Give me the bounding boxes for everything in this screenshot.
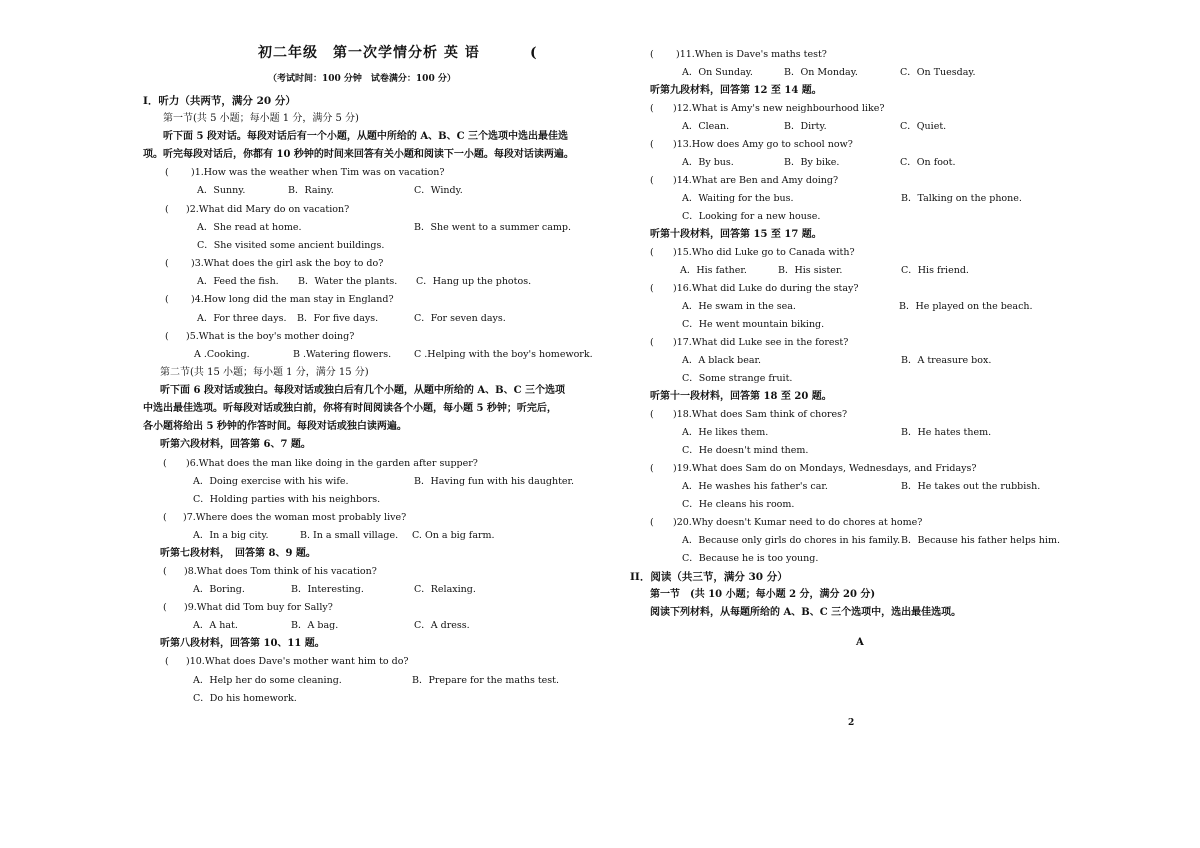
q16-option-a: A．He swam in the sea. xyxy=(682,301,796,312)
paren: ( xyxy=(650,247,654,258)
question-3: )3.What does the girl ask the boy to do? xyxy=(191,258,384,269)
q18-option-b: B．He hates them. xyxy=(901,427,992,438)
q16-option-b: B．He played on the beach. xyxy=(899,301,1033,312)
question-12: )12.What is Amy's new neighbourhood like? xyxy=(673,103,885,114)
question-1: )1.How was the weather when Tim was on vacation? xyxy=(191,167,445,178)
reading-instruction: 阅读下列材料，从每题所给的 A、B、C 三个选项中，选出最佳选项。 xyxy=(650,607,962,618)
paren: ( xyxy=(165,167,169,178)
part1-instruction: 项。听完每段对话后，你都有 10 秒钟的时间来回答有关小题和阅读下一小题。每段对话读两遍。 xyxy=(143,149,574,160)
question-14: )14.What are Ben and Amy doing? xyxy=(673,175,839,186)
q20-option-c: C．Because he is too young. xyxy=(682,553,819,564)
q9-option-a: A．A hat. xyxy=(193,620,238,631)
title-paren: ( xyxy=(530,45,538,61)
q19-option-b: B．He takes out the rubbish. xyxy=(901,481,1041,492)
q15-option-a: A．His father. xyxy=(680,265,747,276)
q16-option-c: C．He went mountain biking. xyxy=(682,319,825,330)
q15-option-c: C．His friend. xyxy=(901,265,969,276)
q19-option-a: A．He washes his father's car. xyxy=(682,481,828,492)
q10-option-a: A．Help her do some cleaning. xyxy=(193,675,342,686)
question-17: )17.What did Luke see in the forest? xyxy=(673,337,849,348)
page-number: 2 xyxy=(848,718,855,728)
section-reading-heading: II．阅读（共三节，满分 30 分） xyxy=(630,571,788,583)
paren: ( xyxy=(650,337,654,348)
q2-option-c: C．She visited some ancient buildings. xyxy=(197,240,385,251)
material-heading: 听第六段材料，回答第 6、7 题。 xyxy=(160,439,311,450)
q9-option-b: B．A bag. xyxy=(291,620,339,631)
paren: ( xyxy=(165,204,169,215)
paren: ( xyxy=(163,566,167,577)
q8-option-c: C．Relaxing. xyxy=(414,584,476,595)
part2-instruction: 听下面 6 段对话或独白。每段对话或独白后有几个小题，从题中所给的 A、B、C 三个选项 xyxy=(160,385,566,396)
q1-option-a: A．Sunny. xyxy=(197,185,246,196)
material-heading: 听第七段材料， 回答第 8、9 题。 xyxy=(160,548,316,559)
q13-option-c: C．On foot. xyxy=(900,157,956,168)
part2-instruction: 各小题将给出 5 秒钟的作答时间。每段对话或独白读两遍。 xyxy=(143,421,407,432)
q18-option-a: A．He likes them. xyxy=(682,427,769,438)
q2-option-a: A．She read at home. xyxy=(197,222,302,233)
q6-option-b: B．Having fun with his daughter. xyxy=(414,476,575,487)
question-2: )2.What did Mary do on vacation? xyxy=(186,204,350,215)
q19-option-c: C．He cleans his room. xyxy=(682,499,795,510)
paren: ( xyxy=(163,602,167,613)
paren: ( xyxy=(163,512,167,523)
q18-option-c: C．He doesn't mind them. xyxy=(682,445,809,456)
material-heading: 听第八段材料，回答第 10、11 题。 xyxy=(160,638,325,649)
q14-option-a: A．Waiting for the bus. xyxy=(682,193,794,204)
material-heading: 听第十一段材料，回答第 18 至 20 题。 xyxy=(650,391,832,402)
q17-option-a: A．A black bear. xyxy=(682,355,762,366)
q2-option-b: B．She went to a summer camp. xyxy=(414,222,571,233)
q12-option-c: C．Quiet. xyxy=(900,121,947,132)
page-title: 初二年级 第一次学情分析 英 语 xyxy=(258,45,480,61)
question-7: )7.Where does the woman most probably live? xyxy=(183,512,407,523)
q17-option-b: B．A treasure box. xyxy=(901,355,992,366)
paren: ( xyxy=(165,331,169,342)
q13-option-a: A．By bus. xyxy=(682,157,734,168)
q7-option-b: B. In a small village. xyxy=(300,530,399,541)
part1-heading: 第一节(共 5 小题；每小题 1 分，满分 5 分) xyxy=(163,113,359,124)
q8-option-b: B．Interesting. xyxy=(291,584,364,595)
q15-option-b: B．His sister. xyxy=(778,265,843,276)
q1-option-c: C．Windy. xyxy=(414,185,463,196)
q11-option-a: A．On Sunday. xyxy=(682,67,753,78)
q6-option-a: A．Doing exercise with his wife. xyxy=(193,476,349,487)
q6-option-c: C．Holding parties with his neighbors. xyxy=(193,494,381,505)
q12-option-a: A．Clean. xyxy=(682,121,730,132)
question-11: )11.When is Dave's maths test? xyxy=(676,49,827,60)
q20-option-b: B．Because his father helps him. xyxy=(901,535,1060,546)
q14-option-c: C．Looking for a new house. xyxy=(682,211,821,222)
question-4: )4.How long did the man stay in England? xyxy=(191,294,394,305)
q5-option-a: A .Cooking. xyxy=(194,349,250,360)
paren: ( xyxy=(650,517,654,528)
question-18: )18.What does Sam think of chores? xyxy=(673,409,848,420)
question-20: )20.Why doesn't Kumar need to do chores at home? xyxy=(673,517,923,528)
question-5: )5.What is the boy's mother doing? xyxy=(186,331,355,342)
q14-option-b: B．Talking on the phone. xyxy=(901,193,1022,204)
passage-label: A xyxy=(856,637,864,648)
part2-heading: 第二节(共 15 小题；每小题 1 分，满分 15 分) xyxy=(160,367,369,378)
paren: ( xyxy=(650,49,654,60)
question-10: )10.What does Dave's mother want him to do? xyxy=(186,656,409,667)
paren: ( xyxy=(650,103,654,114)
q7-option-a: A．In a big city. xyxy=(193,530,269,541)
q10-option-b: B．Prepare for the maths test. xyxy=(412,675,559,686)
paren: ( xyxy=(650,283,654,294)
paren: ( xyxy=(165,258,169,269)
paren: ( xyxy=(650,139,654,150)
question-19: )19.What does Sam do on Mondays, Wednesdays, and Fridays? xyxy=(673,463,977,474)
q4-option-a: A．For three days. xyxy=(197,313,287,324)
q8-option-a: A．Boring. xyxy=(193,584,245,595)
q1-option-b: B．Rainy. xyxy=(288,185,334,196)
part1-instruction: 听下面 5 段对话。每段对话后有一个小题，从题中所给的 A、B、C 三个选项中选出最佳选 xyxy=(163,131,569,142)
q3-option-b: B．Water the plants. xyxy=(298,276,398,287)
paren: ( xyxy=(650,463,654,474)
question-13: )13.How does Amy go to school now? xyxy=(673,139,853,150)
q17-option-c: C．Some strange fruit. xyxy=(682,373,793,384)
question-9: )9.What did Tom buy for Sally? xyxy=(184,602,333,613)
paren: ( xyxy=(650,175,654,186)
q10-option-c: C．Do his homework. xyxy=(193,693,297,704)
material-heading: 听第九段材料，回答第 12 至 14 题。 xyxy=(650,85,822,96)
q13-option-b: B．By bike. xyxy=(784,157,840,168)
q5-option-c: C .Helping with the boy's homework. xyxy=(414,349,593,360)
section-listening-heading: I．听力（共两节，满分 20 分） xyxy=(143,95,296,107)
paren: ( xyxy=(163,458,167,469)
q9-option-c: C．A dress. xyxy=(414,620,470,631)
question-15: )15.Who did Luke go to Canada with? xyxy=(673,247,855,258)
q11-option-b: B．On Monday. xyxy=(784,67,858,78)
exam-info: （考试时间：100 分钟 试卷满分：100 分） xyxy=(268,74,456,84)
q3-option-c: C．Hang up the photos. xyxy=(416,276,532,287)
material-heading: 听第十段材料，回答第 15 至 17 题。 xyxy=(650,229,822,240)
q5-option-b: B .Watering flowers. xyxy=(293,349,392,360)
reading-part1-heading: 第一节 (共 10 小题；每小题 2 分，满分 20 分) xyxy=(650,589,876,600)
part2-instruction: 中选出最佳选项。听每段对话或独白前，你将有时间阅读各个小题，每小题 5 秒钟；听完后， xyxy=(143,403,557,414)
question-6: )6.What does the man like doing in the garden after supper? xyxy=(186,458,478,469)
q4-option-c: C．For seven days. xyxy=(414,313,506,324)
q20-option-a: A．Because only girls do chores in his family. xyxy=(682,535,901,546)
question-8: )8.What does Tom think of his vacation? xyxy=(184,566,377,577)
paren: ( xyxy=(650,409,654,420)
question-16: )16.What did Luke do during the stay? xyxy=(673,283,859,294)
q4-option-b: B．For five days. xyxy=(297,313,379,324)
paren: ( xyxy=(165,656,169,667)
paren: ( xyxy=(165,294,169,305)
q7-option-c: C. On a big farm. xyxy=(412,530,495,541)
q11-option-c: C．On Tuesday. xyxy=(900,67,976,78)
q12-option-b: B．Dirty. xyxy=(784,121,827,132)
q3-option-a: A．Feed the fish. xyxy=(197,276,279,287)
